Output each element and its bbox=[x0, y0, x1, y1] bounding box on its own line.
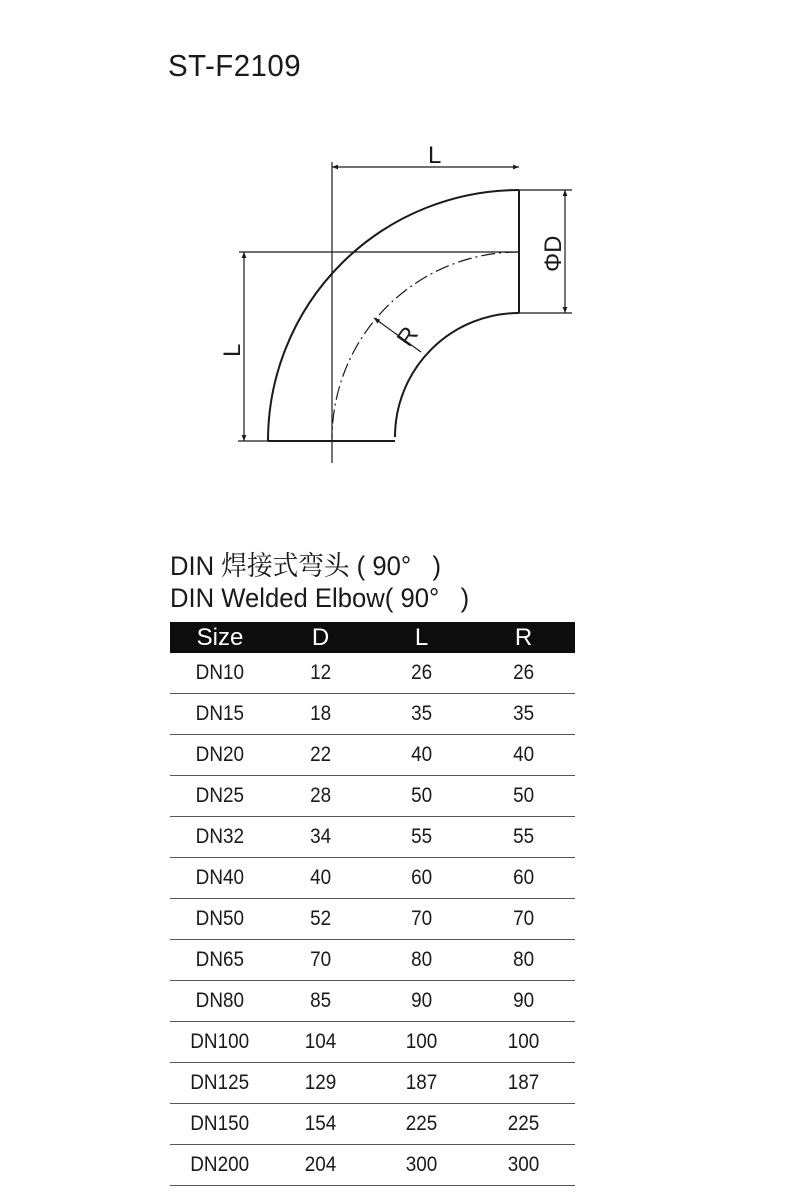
cell-d-text: 12 bbox=[309, 661, 332, 684]
table-row bbox=[170, 899, 575, 940]
cell-size-text: DN40 bbox=[195, 866, 245, 889]
cell-l bbox=[371, 694, 472, 735]
cell-d bbox=[270, 694, 371, 735]
extension-lines bbox=[238, 162, 572, 463]
cell-size bbox=[170, 1145, 270, 1186]
cell-l-text: 80 bbox=[410, 948, 433, 971]
cell-d bbox=[270, 981, 371, 1022]
table-row bbox=[170, 1145, 575, 1186]
title-english: DIN Welded Elbow( 90° ) bbox=[170, 583, 470, 613]
cell-r bbox=[472, 899, 575, 940]
cell-d-text: 104 bbox=[304, 1030, 337, 1053]
header-l: L bbox=[371, 622, 472, 653]
cell-r-text: 55 bbox=[512, 825, 535, 848]
cell-d bbox=[270, 653, 371, 694]
cell-d bbox=[270, 858, 371, 899]
cell-r bbox=[472, 694, 575, 735]
cell-r-text: 50 bbox=[512, 784, 535, 807]
cell-r bbox=[472, 981, 575, 1022]
header-r: R bbox=[472, 622, 575, 653]
cell-l bbox=[371, 1063, 472, 1104]
cell-size bbox=[170, 1022, 270, 1063]
cell-l bbox=[371, 1104, 472, 1145]
elbow-technical-drawing bbox=[0, 0, 800, 540]
cell-r-text: 187 bbox=[507, 1071, 540, 1094]
cell-size-text: DN15 bbox=[195, 702, 245, 725]
cell-r bbox=[472, 1104, 575, 1145]
cell-l-text: 60 bbox=[410, 866, 433, 889]
cell-size-text: DN200 bbox=[190, 1153, 250, 1176]
cell-r-text: 80 bbox=[512, 948, 535, 971]
cell-size bbox=[170, 776, 270, 817]
cell-l-text: 225 bbox=[405, 1112, 438, 1135]
label-L-side: L bbox=[219, 343, 246, 357]
cell-size bbox=[170, 981, 270, 1022]
cell-l bbox=[371, 1145, 472, 1186]
cell-size-text: DN65 bbox=[195, 948, 245, 971]
cell-size-text: DN80 bbox=[195, 989, 245, 1012]
cell-size bbox=[170, 694, 270, 735]
cell-d-text: 22 bbox=[309, 743, 332, 766]
cell-l-text: 50 bbox=[410, 784, 433, 807]
elbow-outline bbox=[268, 190, 519, 441]
cell-size bbox=[170, 817, 270, 858]
cell-size-text: DN50 bbox=[195, 907, 245, 930]
cell-d bbox=[270, 1104, 371, 1145]
cell-size bbox=[170, 899, 270, 940]
cell-l-text: 70 bbox=[410, 907, 433, 930]
cell-d-text: 70 bbox=[309, 948, 332, 971]
table-row bbox=[170, 1104, 575, 1145]
cell-r bbox=[472, 817, 575, 858]
cell-size-text: DN25 bbox=[195, 784, 245, 807]
cell-r-text: 90 bbox=[512, 989, 535, 1012]
cell-l bbox=[371, 776, 472, 817]
cell-l bbox=[371, 735, 472, 776]
cell-d-text: 40 bbox=[309, 866, 332, 889]
cell-r bbox=[472, 1063, 575, 1104]
cell-l-text: 55 bbox=[410, 825, 433, 848]
cell-d bbox=[270, 1022, 371, 1063]
label-L-top: L bbox=[428, 142, 442, 169]
header-size: Size bbox=[170, 622, 270, 653]
cell-r-text: 26 bbox=[512, 661, 535, 684]
table-row bbox=[170, 1063, 575, 1104]
cell-size-text: DN20 bbox=[195, 743, 245, 766]
cell-d-text: 129 bbox=[304, 1071, 337, 1094]
label-R: R bbox=[391, 321, 424, 352]
cell-l bbox=[371, 899, 472, 940]
table-row bbox=[170, 940, 575, 981]
cell-r-text: 100 bbox=[507, 1030, 540, 1053]
table-header-row bbox=[170, 622, 575, 653]
cell-l-text: 35 bbox=[410, 702, 433, 725]
cell-r bbox=[472, 1145, 575, 1186]
header-d: D bbox=[270, 622, 371, 653]
cell-d-text: 18 bbox=[309, 702, 332, 725]
cell-d bbox=[270, 1063, 371, 1104]
cell-l bbox=[371, 858, 472, 899]
table-row bbox=[170, 653, 575, 694]
cell-l bbox=[371, 653, 472, 694]
table-row bbox=[170, 981, 575, 1022]
cell-l-text: 187 bbox=[405, 1071, 438, 1094]
cell-size-text: DN125 bbox=[190, 1071, 250, 1094]
cell-size bbox=[170, 1063, 270, 1104]
cell-d-text: 204 bbox=[304, 1153, 337, 1176]
outer-arc bbox=[268, 190, 519, 441]
cell-l bbox=[371, 981, 472, 1022]
cell-size bbox=[170, 1104, 270, 1145]
table-row bbox=[170, 817, 575, 858]
cell-d bbox=[270, 776, 371, 817]
cell-size-text: DN32 bbox=[195, 825, 245, 848]
cell-d-text: 28 bbox=[309, 784, 332, 807]
cell-d-text: 34 bbox=[309, 825, 332, 848]
cell-d bbox=[270, 899, 371, 940]
table-body bbox=[170, 653, 575, 1186]
model-code: ST-F2109 bbox=[168, 48, 302, 83]
table-row bbox=[170, 776, 575, 817]
cell-size bbox=[170, 735, 270, 776]
cell-r-text: 300 bbox=[507, 1153, 540, 1176]
cell-l-text: 26 bbox=[410, 661, 433, 684]
cell-d bbox=[270, 817, 371, 858]
cell-size-text: DN10 bbox=[195, 661, 245, 684]
cell-size-text: DN100 bbox=[190, 1030, 250, 1053]
cell-size bbox=[170, 940, 270, 981]
cell-d bbox=[270, 735, 371, 776]
cell-r bbox=[472, 776, 575, 817]
cell-d bbox=[270, 940, 371, 981]
table-row bbox=[170, 858, 575, 899]
cell-l-text: 90 bbox=[410, 989, 433, 1012]
cell-r bbox=[472, 858, 575, 899]
cell-size-text: DN150 bbox=[190, 1112, 250, 1135]
cell-r bbox=[472, 653, 575, 694]
cell-size bbox=[170, 858, 270, 899]
cell-l bbox=[371, 940, 472, 981]
title-chinese: DIN 焊接式弯头 ( 90° ) bbox=[170, 551, 442, 581]
cell-r-text: 225 bbox=[507, 1112, 540, 1135]
cell-d bbox=[270, 1145, 371, 1186]
table-row bbox=[170, 1022, 575, 1063]
cell-d-text: 52 bbox=[309, 907, 332, 930]
cell-r-text: 35 bbox=[512, 702, 535, 725]
product-title bbox=[170, 550, 485, 614]
cell-d-text: 85 bbox=[309, 989, 332, 1012]
cell-l bbox=[371, 817, 472, 858]
cell-l bbox=[371, 1022, 472, 1063]
cell-d-text: 154 bbox=[304, 1112, 337, 1135]
table-row bbox=[170, 694, 575, 735]
cell-r bbox=[472, 940, 575, 981]
centerline-arc bbox=[332, 252, 519, 439]
table-row bbox=[170, 735, 575, 776]
label-phi-D: ΦD bbox=[540, 235, 567, 272]
cell-r-text: 70 bbox=[512, 907, 535, 930]
cell-size bbox=[170, 653, 270, 694]
dimension-table bbox=[170, 622, 575, 1186]
cell-l-text: 300 bbox=[405, 1153, 438, 1176]
cell-r bbox=[472, 735, 575, 776]
cell-l-text: 100 bbox=[405, 1030, 438, 1053]
cell-r bbox=[472, 1022, 575, 1063]
cell-r-text: 40 bbox=[512, 743, 535, 766]
cell-r-text: 60 bbox=[512, 866, 535, 889]
cell-l-text: 40 bbox=[410, 743, 433, 766]
